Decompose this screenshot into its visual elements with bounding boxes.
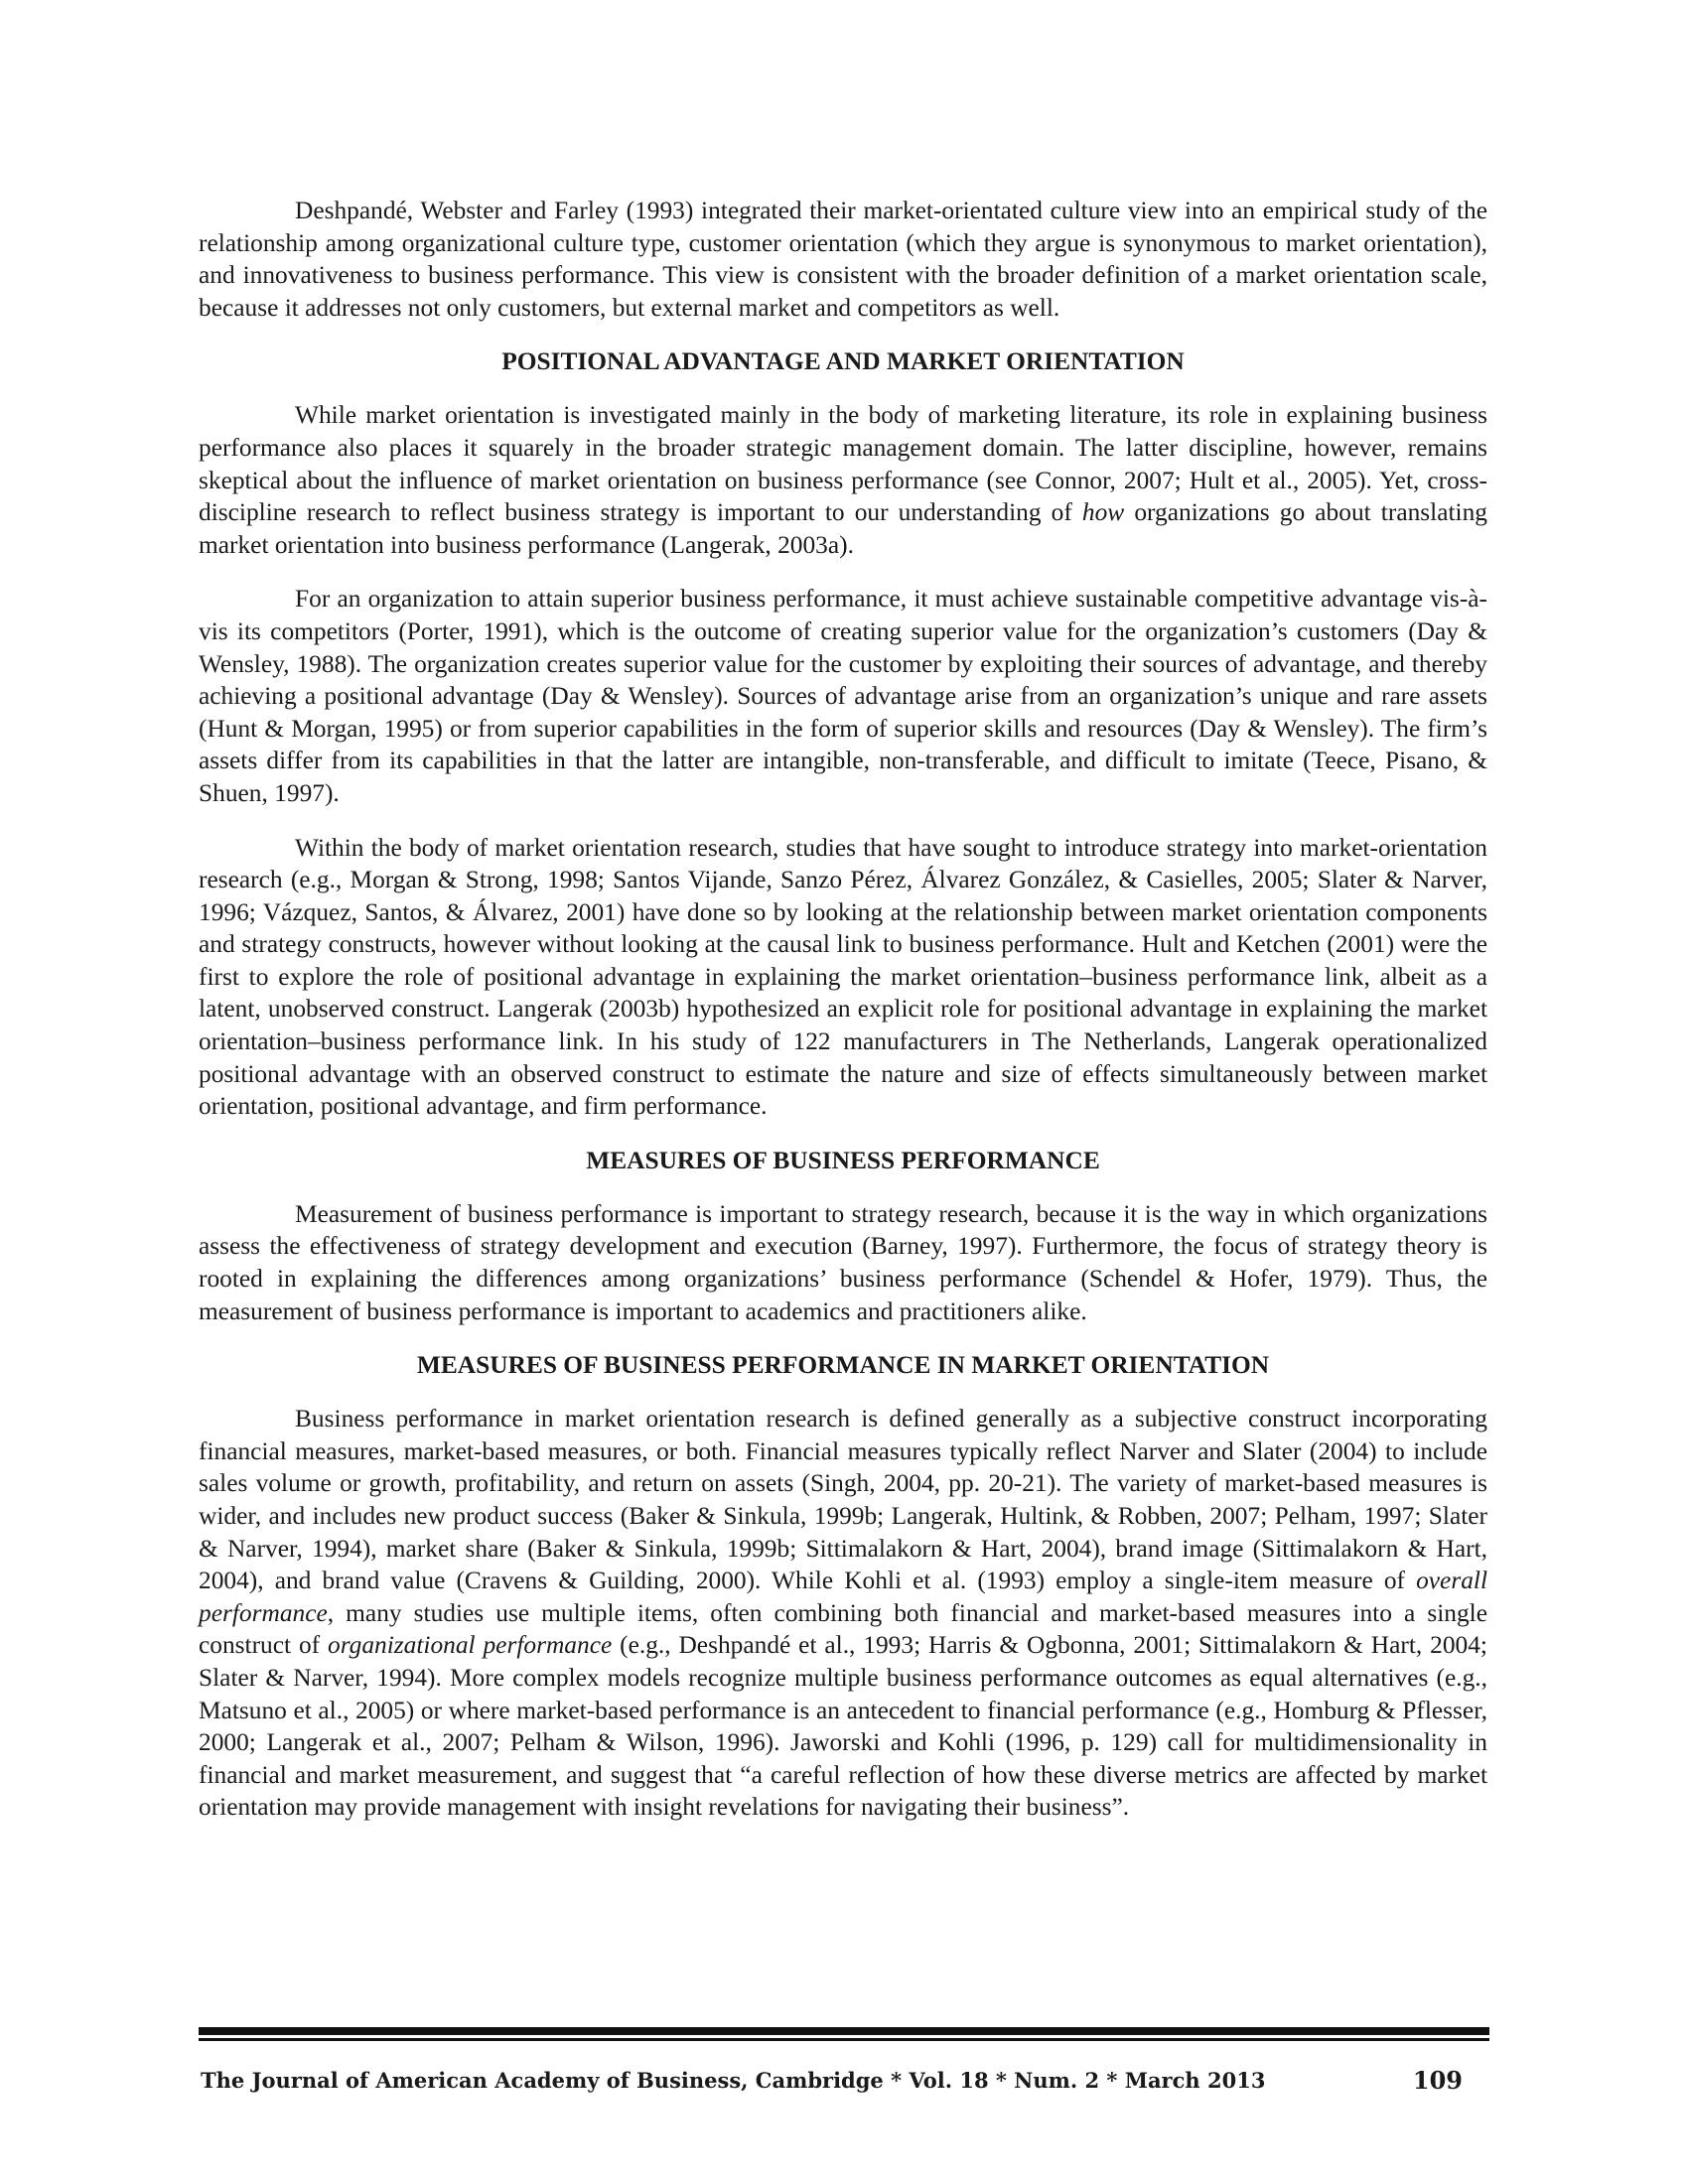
paragraph-text: While market orientation is investigated mainly in the body of marketing literature, its role in explaining business performance also places it squarely in the broader strategic management domain. The latter discipline, however, remains skeptical about the influence of market orientation on business performance (see Connor, 2007; Hult et al., 2005). Yet, cross-discipline research to reflect business strategy is important to our understanding of xyxy=(199,401,1487,527)
heading-measures-in-market-orientation: MEASURES OF BUSINESS PERFORMANCE IN MARKET ORIENTATION xyxy=(416,1351,1270,1380)
page-content xyxy=(199,195,1487,1845)
paragraph-text: (e.g., Deshpandé et al., 1993; Harris & Ogbonna, 2001; Sittimalakorn & Hart, 2004; Slater & Narver, 1994). More complex models recognize multiple business performance outcomes as equal alternatives (e.g., Matsuno et al., 2005) or where market-based performance is an antecedent to financial performance (e.g., Homburg & Pflesser, 2000; Langerak et al., 2007; Pelham & Wilson, 1996). Jaworski and Kohli (1996, p. 129) call for multidimensionality in financial and market measurement, and suggest that “a careful reflection of how these diverse metrics are affected by market orientation may provide management with insight revelations for navigating their business”. xyxy=(199,1631,1487,1822)
page-footer xyxy=(201,2065,1486,2097)
footer-rule-thick xyxy=(199,2027,1489,2035)
paragraph-measurement-importance: Measurement of business performance is important to strategy research, because it is the way in which organizations assess the effectiveness of strategy development and execution (Barney, 1997). Furthermore, the focus of strategy theory is rooted in explaining the differences among organizations’ business performance (Schendel & Hofer, 1979). Thus, the measurement of business performance is important to academics and practitioners alike. xyxy=(199,1199,1487,1325)
paragraph-text: organizations go about translating market orientation into business performance (Langerak, 2003a). xyxy=(199,498,1487,559)
footer-rule-thin xyxy=(199,2038,1489,2041)
emphasis-organizational-performance: organizational performance xyxy=(328,1631,613,1660)
paragraph-strategic-domain xyxy=(199,399,1487,561)
emphasis-overall-performance: overall performance xyxy=(199,1567,1487,1627)
paragraph-business-performance-definition xyxy=(199,1403,1487,1824)
heading-positional-advantage: POSITIONAL ADVANTAGE AND MARKET ORIENTATION xyxy=(501,347,1185,376)
paragraph-text: Business performance in market orientation research is defined generally as a subjective construct incorporating financial measures, market-based measures, or both. Financial measures typically reflect Narver and Slater (2004) to include sales volume or growth, profitability, and return on assets (Singh, 2004, pp. 20-21). The variety of market-based measures is wider, and includes new product success (Baker & Sinkula, 1999b; Langerak, Hultink, & Robben, 2007; Pelham, 1997; Slater & Narver, 1994), market share (Baker & Sinkula, 1999b; Sittimalakorn & Hart, 2004), brand image (Sittimalakorn & Hart, 2004), and brand value (Cravens & Guilding, 2000). While Kohli et al. (1993) employ a single-item measure of xyxy=(199,1405,1487,1595)
paragraph-culture-view: Deshpandé, Webster and Farley (1993) integrated their market-orientated culture view into an empirical study of the relationship among organizational culture type, customer orientation (which they argue is synonymous to market orientation), and innovativeness to business performance. This view is consistent with the broader definition of a market orientation scale, because it addresses not only customers, but external market and competitors as well. xyxy=(199,197,1487,322)
footer-divider xyxy=(199,2027,1489,2041)
paragraph-text: , many studies use multiple items, often combining both financial and market-based measures into a single construct of xyxy=(199,1598,1487,1660)
heading-measures-business-performance: MEASURES OF BUSINESS PERFORMANCE xyxy=(586,1146,1100,1174)
paragraph-strategy-research: Within the body of market orientation research, studies that have sought to introduce strategy into market-orientation research (e.g., Morgan & Strong, 1998; Santos Vijande, Sanzo Pérez, Álvarez González, & Casielles, 2005; Slater & Narver, 1996; Vázquez, Santos, & Álvarez, 2001) have done so by looking at the relationship between market orientation components and strategy constructs, however without looking at the causal link to business performance. Hult and Ketchen (2001) were the first to explore the role of positional advantage in explaining the market orientation–business performance link, albeit as a latent, unobserved construct. Langerak (2003b) hypothesized an explicit role for positional advantage in explaining the market orientation–business performance link. In his study of 122 manufacturers in The Netherlands, Langerak operationalized positional advantage with an observed construct to estimate the nature and size of effects simultaneously between market orientation, positional advantage, and firm performance. xyxy=(199,833,1487,1121)
page-number: 109 xyxy=(1412,2066,1463,2095)
paragraph-competitive-advantage: For an organization to attain superior business performance, it must achieve sustainable competitive advantage vis-à-vis its competitors (Porter, 1991), which is the outcome of creating superior value for the organization’s customers (Day & Wensley, 1988). The organization creates superior value for the customer by exploiting their sources of advantage, and thereby achieving a positional advantage (Day & Wensley). Sources of advantage arise from an organization’s unique and rare assets (Hunt & Morgan, 1995) or from superior capabilities in the form of superior skills and resources (Day & Wensley). The firm’s assets differ from its capabilities in that the latter are intangible, non-transferable, and difficult to imitate (Teece, Pisano, & Shuen, 1997). xyxy=(199,585,1487,807)
emphasis-how: how xyxy=(1081,498,1125,527)
footer-journal-citation: The Journal of American Academy of Business, Cambridge * Vol. 18 * Num. 2 * March 2013 xyxy=(201,2068,1266,2093)
